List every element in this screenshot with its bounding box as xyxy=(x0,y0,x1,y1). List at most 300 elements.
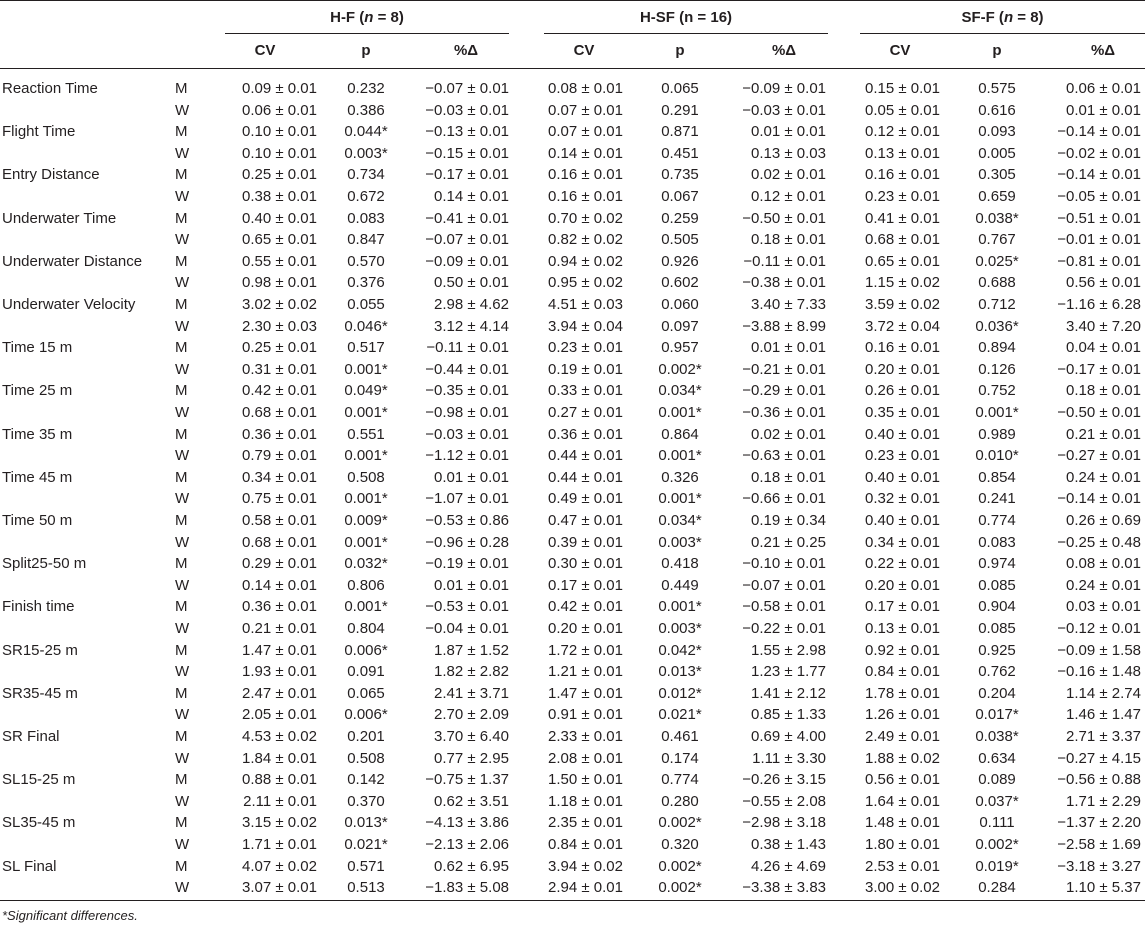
value-cell: 0.18 ± 0.01 xyxy=(751,231,826,249)
value-cell: −1.12 ± 0.01 xyxy=(425,447,509,465)
value-cell: 1.18 ± 0.01 xyxy=(548,792,623,810)
value-cell: 0.21 ± 0.25 xyxy=(751,533,826,551)
value-cell: 2.53 ± 0.01 xyxy=(865,857,940,875)
value-cell: 2.94 ± 0.01 xyxy=(548,879,623,897)
value-cell: 0.508 xyxy=(347,468,385,486)
value-cell: 0.021* xyxy=(344,836,388,853)
column-header-cv: CV xyxy=(254,42,276,59)
value-cell: 3.94 ± 0.04 xyxy=(548,317,623,335)
value-cell: 0.517 xyxy=(347,339,385,357)
value-cell: 0.62 ± 3.51 xyxy=(434,792,509,810)
value-cell: 0.07 ± 0.01 xyxy=(548,101,623,119)
value-cell: −0.56 ± 0.88 xyxy=(1057,771,1141,789)
value-cell: 0.284 xyxy=(978,879,1016,897)
value-cell: 0.36 ± 0.01 xyxy=(548,425,623,443)
value-cell: 0.95 ± 0.02 xyxy=(548,274,623,292)
value-cell: 0.65 ± 0.01 xyxy=(242,231,317,249)
value-cell: 0.926 xyxy=(661,252,699,270)
sex-cell: M xyxy=(175,857,188,875)
value-cell: 0.01 ± 0.01 xyxy=(751,339,826,357)
value-cell: 0.002* xyxy=(658,360,702,378)
value-cell: 0.24 ± 0.01 xyxy=(1066,576,1141,594)
value-cell: 0.083 xyxy=(347,209,385,227)
value-cell: −0.22 ± 0.01 xyxy=(742,620,826,637)
sex-cell: W xyxy=(175,317,190,335)
value-cell: −0.51 ± 0.01 xyxy=(1057,209,1141,227)
value-cell: −0.50 ± 0.01 xyxy=(1057,404,1141,421)
value-cell: 1.15 ± 0.02 xyxy=(865,274,940,292)
value-cell: 0.79 ± 0.01 xyxy=(242,447,317,465)
value-cell: 0.451 xyxy=(661,144,699,162)
value-cell: −0.07 ± 0.01 xyxy=(425,80,509,97)
group-n-value: = 8) xyxy=(373,9,404,26)
value-cell: 0.56 ± 0.01 xyxy=(1066,274,1141,292)
value-cell: 0.762 xyxy=(978,663,1016,681)
value-cell: 0.974 xyxy=(978,555,1016,573)
value-cell: −1.37 ± 2.20 xyxy=(1057,814,1141,832)
value-cell: 0.602 xyxy=(661,274,699,292)
value-cell: 0.013* xyxy=(344,814,388,832)
value-cell: 2.98 ± 4.62 xyxy=(434,296,509,313)
value-cell: 0.009* xyxy=(344,512,388,529)
value-cell: 0.26 ± 0.01 xyxy=(865,382,940,400)
value-cell: −0.29 ± 0.01 xyxy=(742,382,826,400)
value-cell: −0.75 ± 1.37 xyxy=(425,771,509,789)
value-cell: 2.47 ± 0.01 xyxy=(242,684,317,702)
sex-cell: W xyxy=(175,706,190,724)
value-cell: 0.21 ± 0.01 xyxy=(1066,425,1141,443)
value-cell: 0.39 ± 0.01 xyxy=(548,533,623,551)
value-cell: 0.241 xyxy=(978,490,1016,508)
value-cell: −0.09 ± 0.01 xyxy=(425,252,509,270)
row-label: SR35-45 m xyxy=(2,684,78,702)
row-label: Time 15 m xyxy=(2,339,73,357)
value-cell: 0.042* xyxy=(658,641,702,659)
value-cell: 0.989 xyxy=(978,425,1016,443)
value-cell: 0.75 ± 0.01 xyxy=(242,490,317,508)
value-cell: 0.065 xyxy=(347,684,385,702)
value-cell: 0.376 xyxy=(347,274,385,292)
value-cell: −0.09 ± 0.01 xyxy=(742,80,826,97)
value-cell: 3.72 ± 0.04 xyxy=(865,317,940,335)
sex-cell: M xyxy=(175,684,188,702)
value-cell: 0.12 ± 0.01 xyxy=(751,188,826,205)
value-cell: 1.50 ± 0.01 xyxy=(548,771,623,789)
value-cell: 0.20 ± 0.01 xyxy=(865,360,940,378)
sex-cell: W xyxy=(175,879,190,897)
row-label: SL Final xyxy=(2,857,57,875)
value-cell: 1.41 ± 2.12 xyxy=(751,684,826,702)
sex-cell: W xyxy=(175,360,190,378)
value-cell: 0.002* xyxy=(975,836,1019,853)
row-label: Flight Time xyxy=(2,123,76,141)
value-cell: −0.58 ± 0.01 xyxy=(742,598,826,616)
value-cell: 0.010* xyxy=(975,447,1019,465)
value-cell: −0.13 ± 0.01 xyxy=(425,123,509,141)
value-cell: 0.003* xyxy=(344,144,388,162)
sex-cell: M xyxy=(175,166,188,184)
value-cell: 0.280 xyxy=(661,792,699,810)
value-cell: 1.88 ± 0.02 xyxy=(865,749,940,767)
value-cell: 0.320 xyxy=(661,836,699,853)
value-cell: 0.001* xyxy=(658,490,702,508)
value-cell: −0.09 ± 1.58 xyxy=(1057,641,1141,659)
value-cell: 0.16 ± 0.01 xyxy=(865,339,940,357)
value-cell: 0.16 ± 0.01 xyxy=(548,188,623,205)
value-cell: −0.14 ± 0.01 xyxy=(1057,166,1141,184)
row-label: Split25-50 m xyxy=(2,555,87,573)
value-cell: −0.55 ± 2.08 xyxy=(742,792,826,810)
row-label: Time 35 m xyxy=(2,425,73,443)
footnote: *Significant differences. xyxy=(2,908,138,923)
value-cell: 0.02 ± 0.01 xyxy=(751,425,826,443)
value-cell: 0.03 ± 0.01 xyxy=(1066,598,1141,616)
value-cell: 0.09 ± 0.01 xyxy=(242,80,317,97)
value-cell: 0.16 ± 0.01 xyxy=(865,166,940,184)
value-cell: 0.370 xyxy=(347,792,385,810)
value-cell: 0.42 ± 0.01 xyxy=(548,598,623,616)
value-cell: 0.806 xyxy=(347,576,385,594)
value-cell: 0.49 ± 0.01 xyxy=(548,490,623,508)
value-cell: 0.505 xyxy=(661,231,699,249)
value-cell: 1.71 ± 2.29 xyxy=(1066,792,1141,810)
value-cell: 2.33 ± 0.01 xyxy=(548,728,623,745)
value-cell: 0.083 xyxy=(978,533,1016,551)
value-cell: 0.291 xyxy=(661,101,699,119)
value-cell: 0.26 ± 0.69 xyxy=(1066,512,1141,529)
value-cell: 0.92 ± 0.01 xyxy=(865,641,940,659)
value-cell: 2.30 ± 0.03 xyxy=(242,317,317,335)
value-cell: 0.232 xyxy=(347,80,385,97)
value-cell: 0.672 xyxy=(347,188,385,205)
value-cell: 1.72 ± 0.01 xyxy=(548,641,623,659)
value-cell: 0.06 ± 0.01 xyxy=(242,101,317,119)
value-cell: −0.36 ± 0.01 xyxy=(742,404,826,421)
header-rule xyxy=(0,68,1145,69)
value-cell: 0.19 ± 0.34 xyxy=(751,512,826,529)
value-cell: 0.034* xyxy=(658,512,702,529)
value-cell: 3.40 ± 7.20 xyxy=(1066,317,1141,335)
value-cell: 0.30 ± 0.01 xyxy=(548,555,623,573)
sex-cell: W xyxy=(175,144,190,162)
value-cell: 0.01 ± 0.01 xyxy=(434,468,509,486)
sex-cell: W xyxy=(175,231,190,249)
value-cell: 0.036* xyxy=(975,317,1019,335)
value-cell: 0.712 xyxy=(978,296,1016,313)
value-cell: 0.56 ± 0.01 xyxy=(865,771,940,789)
value-cell: −0.27 ± 4.15 xyxy=(1057,749,1141,767)
value-cell: 0.575 xyxy=(978,80,1016,97)
value-cell: −2.58 ± 1.69 xyxy=(1057,836,1141,853)
value-cell: 1.48 ± 0.01 xyxy=(865,814,940,832)
value-cell: 1.82 ± 2.82 xyxy=(434,663,509,681)
value-cell: 0.049* xyxy=(344,382,388,400)
value-cell: 0.012* xyxy=(658,684,702,702)
value-cell: 0.025* xyxy=(975,252,1019,270)
value-cell: 1.80 ± 0.01 xyxy=(865,836,940,853)
value-cell: −0.04 ± 0.01 xyxy=(425,620,509,637)
column-header-cv: CV xyxy=(573,42,595,59)
value-cell: 0.001* xyxy=(658,598,702,616)
value-cell: 0.55 ± 0.01 xyxy=(242,252,317,270)
value-cell: 1.71 ± 0.01 xyxy=(242,836,317,853)
value-cell: −0.53 ± 0.01 xyxy=(425,598,509,616)
row-label: Entry Distance xyxy=(2,166,100,184)
value-cell: 0.037* xyxy=(975,792,1019,810)
value-cell: 0.14 ± 0.01 xyxy=(242,576,317,594)
column-header-pct-change: %Δ xyxy=(1090,42,1116,59)
value-cell: 0.418 xyxy=(661,555,699,573)
value-cell: 0.046* xyxy=(344,317,388,335)
column-header-pct-change: %Δ xyxy=(771,42,797,59)
top-rule xyxy=(0,0,1145,1)
value-cell: −0.07 ± 0.01 xyxy=(742,576,826,594)
group-header-h-f: H-F (n = 8) xyxy=(330,9,404,26)
value-cell: 0.27 ± 0.01 xyxy=(548,404,623,421)
value-cell: 2.41 ± 3.71 xyxy=(434,684,509,702)
value-cell: 0.204 xyxy=(978,684,1016,702)
value-cell: 0.735 xyxy=(661,166,699,184)
value-cell: 0.097 xyxy=(661,317,699,335)
value-cell: 0.065 xyxy=(661,80,699,97)
sex-cell: W xyxy=(175,836,190,853)
value-cell: 0.25 ± 0.01 xyxy=(242,166,317,184)
value-cell: 0.201 xyxy=(347,728,385,745)
value-cell: 0.571 xyxy=(347,857,385,875)
value-cell: 1.93 ± 0.01 xyxy=(242,663,317,681)
row-label: Time 45 m xyxy=(2,468,73,486)
group-name: SF-F xyxy=(961,9,995,26)
sex-cell: W xyxy=(175,620,190,637)
value-cell: 0.68 ± 0.01 xyxy=(865,231,940,249)
value-cell: −0.25 ± 0.48 xyxy=(1057,533,1141,551)
value-cell: 0.326 xyxy=(661,468,699,486)
value-cell: 0.17 ± 0.01 xyxy=(548,576,623,594)
sex-cell: M xyxy=(175,425,188,443)
value-cell: −0.10 ± 0.01 xyxy=(742,555,826,573)
value-cell: 1.23 ± 1.77 xyxy=(751,663,826,681)
value-cell: −0.01 ± 0.01 xyxy=(1057,231,1141,249)
value-cell: −3.18 ± 3.27 xyxy=(1057,857,1141,875)
value-cell: −0.26 ± 3.15 xyxy=(742,771,826,789)
group-header-h-sf xyxy=(544,7,828,29)
value-cell: 1.84 ± 0.01 xyxy=(242,749,317,767)
value-cell: 0.02 ± 0.01 xyxy=(751,166,826,184)
value-cell: −2.98 ± 3.18 xyxy=(742,814,826,832)
value-cell: 0.767 xyxy=(978,231,1016,249)
value-cell: 1.14 ± 2.74 xyxy=(1066,684,1141,702)
row-label: SR Final xyxy=(2,728,60,745)
value-cell: 0.84 ± 0.01 xyxy=(548,836,623,853)
value-cell: 0.38 ± 0.01 xyxy=(242,188,317,205)
value-cell: −0.50 ± 0.01 xyxy=(742,209,826,227)
column-header-p: p xyxy=(992,42,1002,59)
value-cell: 0.18 ± 0.01 xyxy=(1066,382,1141,400)
value-cell: 0.91 ± 0.01 xyxy=(548,706,623,724)
value-cell: −0.98 ± 0.01 xyxy=(425,404,509,421)
value-cell: 4.26 ± 4.69 xyxy=(751,857,826,875)
value-cell: 0.449 xyxy=(661,576,699,594)
value-cell: −0.38 ± 0.01 xyxy=(742,274,826,292)
sex-cell: W xyxy=(175,792,190,810)
value-cell: 4.53 ± 0.02 xyxy=(242,728,317,745)
value-cell: 0.659 xyxy=(978,188,1016,205)
value-cell: 0.002* xyxy=(658,879,702,897)
value-cell: −1.16 ± 6.28 xyxy=(1057,296,1141,313)
value-cell: −0.05 ± 0.01 xyxy=(1057,188,1141,205)
row-label: Finish time xyxy=(2,598,75,616)
value-cell: 0.001* xyxy=(658,404,702,421)
value-cell: 1.87 ± 1.52 xyxy=(434,641,509,659)
value-cell: 0.038* xyxy=(975,728,1019,745)
value-cell: 0.904 xyxy=(978,598,1016,616)
value-cell: −0.16 ± 1.48 xyxy=(1057,663,1141,681)
row-label: Underwater Distance xyxy=(2,252,143,270)
sex-cell: M xyxy=(175,512,188,529)
value-cell: 0.001* xyxy=(975,404,1019,421)
value-cell: 0.01 ± 0.01 xyxy=(1066,101,1141,119)
value-cell: 0.551 xyxy=(347,425,385,443)
value-cell: 0.894 xyxy=(978,339,1016,357)
sex-cell: W xyxy=(175,188,190,205)
value-cell: 0.84 ± 0.01 xyxy=(865,663,940,681)
value-cell: −0.15 ± 0.01 xyxy=(425,144,509,162)
value-cell: 2.71 ± 3.37 xyxy=(1066,728,1141,745)
row-label: Time 25 m xyxy=(2,382,73,400)
value-cell: −0.35 ± 0.01 xyxy=(425,382,509,400)
value-cell: 0.06 ± 0.01 xyxy=(1066,80,1141,97)
value-cell: 0.42 ± 0.01 xyxy=(242,382,317,400)
value-cell: 0.10 ± 0.01 xyxy=(242,123,317,141)
value-cell: 1.47 ± 0.01 xyxy=(548,684,623,702)
row-label: Reaction Time xyxy=(2,80,98,97)
value-cell: 3.94 ± 0.02 xyxy=(548,857,623,875)
value-cell: 0.002* xyxy=(658,814,702,832)
sex-cell: W xyxy=(175,404,190,421)
value-cell: 0.854 xyxy=(978,468,1016,486)
value-cell: 0.734 xyxy=(347,166,385,184)
value-cell: 2.11 ± 0.01 xyxy=(243,792,317,810)
row-label: Underwater Velocity xyxy=(2,296,136,313)
value-cell: 0.001* xyxy=(658,447,702,465)
value-cell: 0.40 ± 0.01 xyxy=(242,209,317,227)
value-cell: 0.13 ± 0.01 xyxy=(865,620,940,637)
bottom-rule xyxy=(0,900,1145,901)
value-cell: 2.35 ± 0.01 xyxy=(548,814,623,832)
column-header-pct-change: %Δ xyxy=(453,42,479,59)
sex-cell: M xyxy=(175,252,188,270)
value-cell: 0.001* xyxy=(344,404,388,421)
value-cell: 0.386 xyxy=(347,101,385,119)
value-cell: 1.78 ± 0.01 xyxy=(865,684,940,702)
value-cell: −0.27 ± 0.01 xyxy=(1057,447,1141,465)
sex-cell: M xyxy=(175,468,188,486)
value-cell: 0.10 ± 0.01 xyxy=(242,144,317,162)
value-cell: 1.47 ± 0.01 xyxy=(242,641,317,659)
value-cell: 0.40 ± 0.01 xyxy=(865,512,940,529)
group-header-sf-f: SF-F (n = 8) xyxy=(961,9,1044,26)
value-cell: 0.003* xyxy=(658,620,702,637)
value-cell: 2.05 ± 0.01 xyxy=(242,706,317,724)
value-cell: 0.20 ± 0.01 xyxy=(548,620,623,637)
value-cell: 0.093 xyxy=(978,123,1016,141)
value-cell: 0.40 ± 0.01 xyxy=(865,468,940,486)
value-cell: 4.07 ± 0.02 xyxy=(242,857,317,875)
value-cell: −3.38 ± 3.83 xyxy=(742,879,826,897)
value-cell: 0.19 ± 0.01 xyxy=(548,360,623,378)
value-cell: 0.88 ± 0.01 xyxy=(242,771,317,789)
sex-cell: M xyxy=(175,123,188,141)
value-cell: 0.925 xyxy=(978,641,1016,659)
value-cell: 0.36 ± 0.01 xyxy=(242,425,317,443)
group-full: H-SF (n = 16) xyxy=(639,9,733,26)
value-cell: 0.957 xyxy=(661,339,699,357)
value-cell: 0.16 ± 0.01 xyxy=(548,166,623,184)
value-cell: 0.36 ± 0.01 xyxy=(242,598,317,616)
value-cell: 0.774 xyxy=(661,771,699,789)
value-cell: 0.001* xyxy=(344,533,388,551)
value-cell: 0.013* xyxy=(658,663,702,681)
sex-cell: M xyxy=(175,641,188,659)
sex-cell: W xyxy=(175,533,190,551)
value-cell: 0.18 ± 0.01 xyxy=(751,468,826,486)
value-cell: 0.65 ± 0.01 xyxy=(865,252,940,270)
sex-cell: W xyxy=(175,490,190,508)
value-cell: 0.461 xyxy=(661,728,699,745)
value-cell: 0.15 ± 0.01 xyxy=(865,80,940,97)
value-cell: 1.46 ± 1.47 xyxy=(1066,706,1141,724)
value-cell: −0.02 ± 0.01 xyxy=(1057,144,1141,162)
value-cell: 0.305 xyxy=(978,166,1016,184)
value-cell: −0.53 ± 0.86 xyxy=(425,512,509,529)
value-cell: 0.68 ± 0.01 xyxy=(242,404,317,421)
row-label: SR15-25 m xyxy=(2,641,78,659)
sex-cell: M xyxy=(175,339,188,357)
value-cell: 0.69 ± 4.00 xyxy=(751,728,826,745)
value-cell: 3.15 ± 0.02 xyxy=(242,814,317,832)
value-cell: 3.40 ± 7.33 xyxy=(751,296,826,313)
value-cell: 0.62 ± 6.95 xyxy=(434,857,509,875)
value-cell: −0.17 ± 0.01 xyxy=(425,166,509,184)
value-cell: 0.20 ± 0.01 xyxy=(865,576,940,594)
value-cell: −0.96 ± 0.28 xyxy=(425,533,509,551)
value-cell: 0.34 ± 0.01 xyxy=(865,533,940,551)
value-cell: −3.88 ± 8.99 xyxy=(742,317,826,335)
value-cell: 0.001* xyxy=(344,490,388,508)
value-cell: 0.85 ± 1.33 xyxy=(751,706,826,724)
group-rule-h-sf xyxy=(544,33,828,34)
value-cell: 0.38 ± 1.43 xyxy=(751,836,826,853)
sex-cell: M xyxy=(175,814,188,832)
value-cell: 3.00 ± 0.02 xyxy=(865,879,940,897)
value-cell: 0.13 ± 0.01 xyxy=(865,144,940,162)
value-cell: −1.07 ± 0.01 xyxy=(425,490,509,508)
value-cell: 4.51 ± 0.03 xyxy=(548,296,623,313)
value-cell: 1.64 ± 0.01 xyxy=(865,792,940,810)
value-cell: 0.12 ± 0.01 xyxy=(865,123,940,141)
row-label: Time 50 m xyxy=(2,512,73,529)
value-cell: 0.24 ± 0.01 xyxy=(1066,468,1141,486)
value-cell: 0.98 ± 0.01 xyxy=(242,274,317,292)
value-cell: 0.34 ± 0.01 xyxy=(242,468,317,486)
value-cell: 0.40 ± 0.01 xyxy=(865,425,940,443)
value-cell: 0.060 xyxy=(661,296,699,313)
value-cell: 0.68 ± 0.01 xyxy=(242,533,317,551)
column-header-cv: CV xyxy=(889,42,911,59)
value-cell: 2.49 ± 0.01 xyxy=(865,728,940,745)
value-cell: −0.03 ± 0.01 xyxy=(425,101,509,119)
value-cell: 0.174 xyxy=(661,749,699,767)
